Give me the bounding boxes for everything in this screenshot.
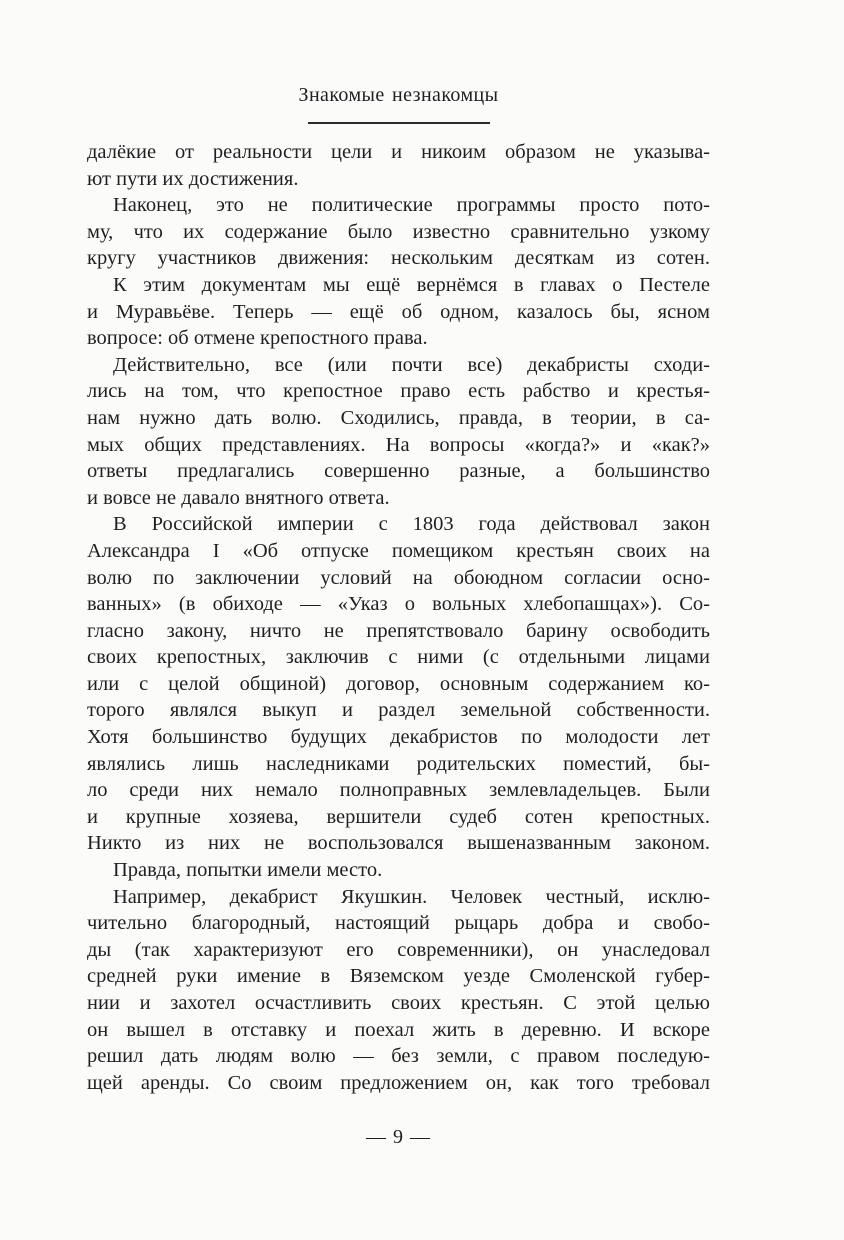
text-line: являлись лишь наследниками родительских поместий, бы- [87, 752, 710, 775]
text-line: Хотя большинство будущих декабристов по молодости лет [87, 726, 710, 749]
text-line: му, что их содержание было известно сравнительно узкому [87, 220, 710, 243]
text-line: ответы предлагались совершенно разные, а большинство [87, 460, 710, 483]
text-line: Наконец, это не политические программы просто пото- [113, 194, 710, 217]
text-line: мых общих представлениях. На вопросы «когда?» и «как?» [87, 433, 710, 456]
paragraph [87, 884, 710, 1097]
text-line: В Российской империи с 1803 года действовал закон [113, 513, 710, 536]
paragraph [87, 857, 710, 884]
header-divider [308, 122, 490, 124]
text-line: нии и захотел осчастливить своих крестьян. С этой целью [87, 992, 710, 1014]
text-line: кругу участников движения: нескольким десяткам из сотен. [87, 247, 710, 270]
text-line: решил дать людям волю — без земли, с правом последую- [87, 1045, 710, 1068]
text-line: ло среди них немало полноправных землевладельцев. Были [87, 779, 710, 802]
text-line: и крупные хозяева, вершители судеб сотен крепостных. [87, 805, 710, 828]
text-line: ванных» (в обиходе — «Указ о вольных хлебопашцах»). Со- [87, 593, 710, 616]
text-line: торого являлся выкуп и раздел земельной собственности. [87, 699, 710, 722]
text-line: волю по заключении условий на обоюдном согласии осно- [87, 566, 710, 589]
page-footer [87, 1126, 710, 1148]
text-line: Никто из них не воспользовался вышеназванным законом. [87, 832, 710, 855]
text-line: и Муравьёве. Теперь — ещё об одном, казалось бы, ясном [87, 300, 710, 323]
text-line: щей аренды. Со своим предложением он, как того требовал [87, 1071, 710, 1094]
text-line: Например, декабрист Якушкин. Человек честный, исклю- [113, 885, 710, 908]
text-line: своих крепостных, заключив с ними (с отдельными лицами [87, 646, 710, 669]
text-line: чительно благородный, настоящий рыцарь добра и свобо- [87, 912, 710, 935]
text-line: К этим документам мы ещё вернёмся в главах о Пестеле [113, 273, 710, 296]
text-line: ды (так характеризуют его современники), он унаследовал [87, 938, 710, 961]
text-line: гласно закону, ничто не препятствовало барину освободить [87, 619, 710, 642]
text-line: далёкие от реальности цели и никоим образом не указыва- [87, 141, 710, 163]
text-line: и вовсе не давало внятного ответа. [87, 486, 390, 509]
text-line: Правда, попытки имели место. [113, 859, 383, 882]
text-line: Действительно, все (или почти все) декабристы сходи- [113, 353, 710, 376]
paragraph [87, 272, 710, 352]
paragraph [87, 139, 710, 192]
running-header: Знакомые незнакомцы [298, 84, 499, 106]
page-number: — 9 — [366, 1126, 431, 1148]
text-line: или с целой общиной) договор, основным содержанием ко- [87, 672, 710, 695]
text-line: Александра I «Об отпуске помещиком крестьян своих на [87, 539, 710, 562]
text-line: он вышел в отставку и поехал жить в деревню. И вскоре [87, 1018, 710, 1041]
body-text [87, 139, 710, 1096]
text-line: ют пути их достижения. [87, 167, 299, 190]
text-line: средней руки имение в Вяземском уезде Смоленской губер- [87, 965, 710, 988]
text-line: лись на том, что крепостное право есть рабство и крестья- [87, 380, 710, 403]
text-line: нам нужно дать волю. Сходились, правда, в теории, в са- [87, 406, 710, 429]
paragraph [87, 192, 710, 272]
text-line: вопросе: об отмене крепостного права. [87, 327, 428, 350]
paragraph [87, 352, 710, 512]
paragraph [87, 511, 710, 857]
